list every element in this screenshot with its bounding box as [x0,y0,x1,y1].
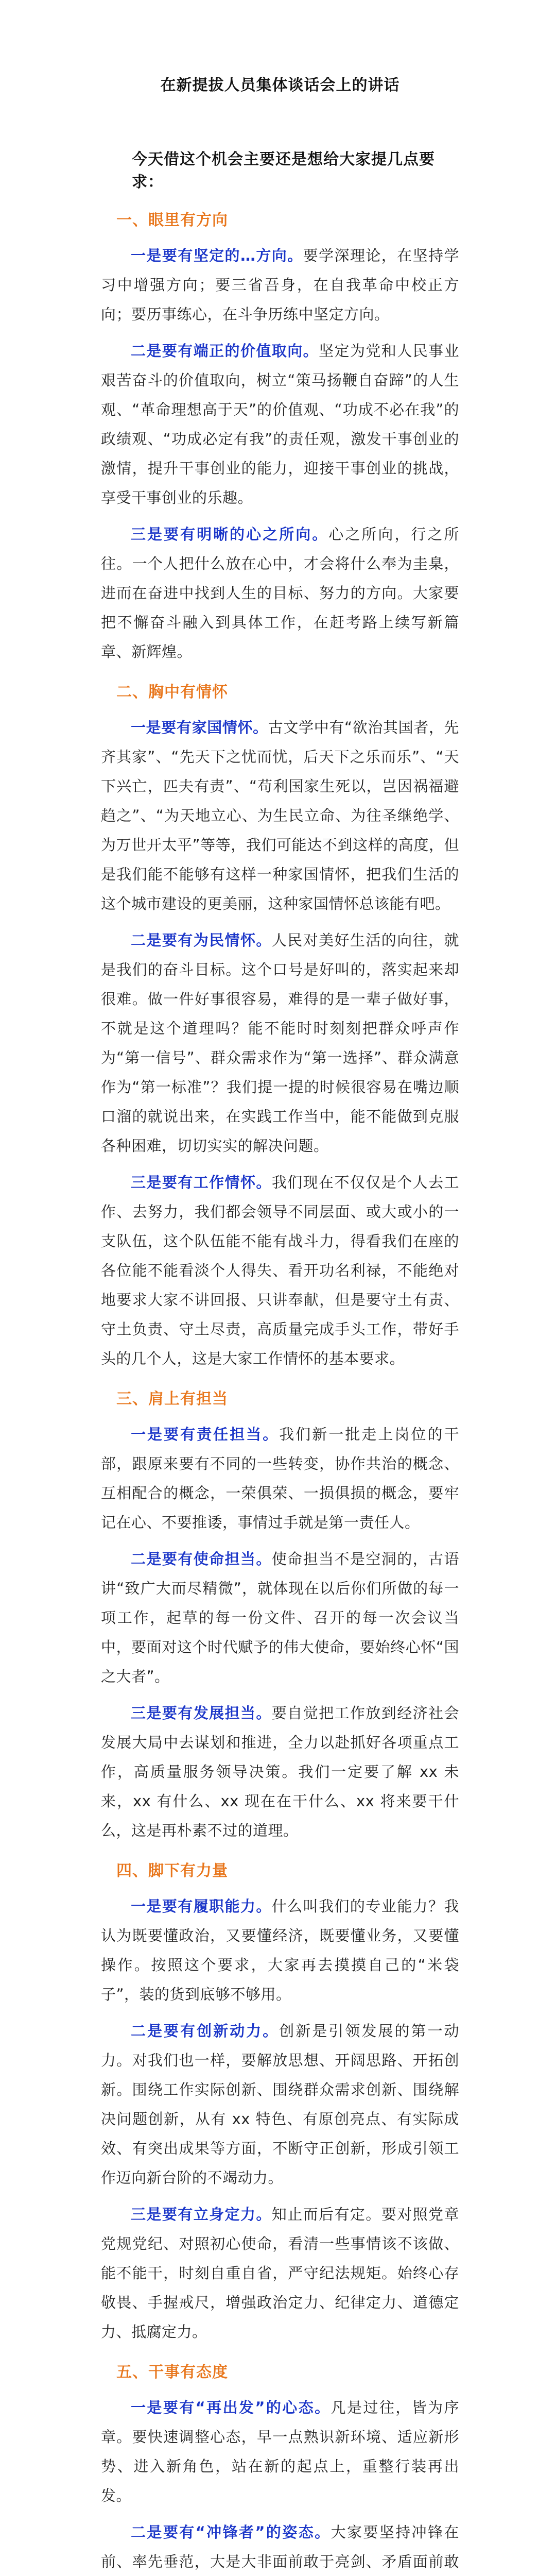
paragraph-lead: 一是要有家国情怀。 [131,719,268,736]
paragraph-lead: 三是要有工作情怀。 [131,1174,272,1191]
paragraph [101,2200,459,2347]
paragraph-text: 人民对美好生活的向往，就是我们的奋斗目标。这个口号是好叫的，落实起来却很难。做一件好事很容易，难得的是一辈子做好事，不就是这个道理吗？能不能时时刻刻把群众呼声作为“第一信号”、群众需求作为“第一选择”、群众满意作为“第一标准”？我们提一提的时候很容易在嘴边顺口溜的就说出来，在实践工作当中，能不能做到克服各种困难，切切实实的解决问题。 [101,931,459,1155]
paragraph-lead: 三是要有明晰的心之所向。 [131,526,329,543]
document-title: 在新提拔人员集体谈话会上的讲话 [160,76,400,94]
paragraph [101,336,459,513]
paragraph-text: 坚定为党和人民事业艰苦奋斗的价值取向，树立“策马扬鞭自奋蹄”的人生观、“革命理想高于天”的价值观、“功成不必在我”的政绩观、“功成必定有我”的责任观，激发干事创业的激情，提升干事创业的能力，迎接干事创业的挑战，享受干事创业的乐趣。 [101,342,459,506]
section-heading: 四、脚下有力量 [116,1862,228,1880]
paragraph [101,713,459,919]
paragraph-lead: 二是要有端正的价值取向。 [131,342,319,360]
paragraph-text: 心之所向，行之所往。一个人把什么放在心中，才会将什么奉为圭臬，进而在奋进中找到人生的目标、努力的方向。大家要把不懈奋斗融入到具体工作，在赶考路上续写新篇章、新辉煌。 [101,526,459,660]
paragraph [101,1892,459,2009]
paragraph [101,241,459,329]
paragraph-text: 要自觉把工作放到经济社会发展大局中去谋划和推进，全力以赴抓好各项重点工作，高质量服务领导决策。我们一定要了解 xx 未来，xx 有什么、xx 现在在干什么、xx 将来要干什么，这是再朴素不过的道理。 [101,1704,459,1839]
paragraph-text: 什么叫我们的专业能力？我认为既要懂政治，又要懂经济，既要懂业务，又要懂操作。按照这个要求，大家再去摸摸自己的“米袋子”，装的货到底够不够用。 [101,1897,459,2003]
paragraph-lead: 二是要有为民情怀。 [131,931,272,949]
document-body [101,207,459,2576]
paragraph-lead: 二是要有“冲锋者”的姿态。 [131,2523,331,2541]
section-heading: 三、肩上有担当 [116,1390,228,1408]
paragraph-lead: 二是要有使命担当。 [131,1550,272,1568]
paragraph [101,1699,459,1845]
paragraph [101,2393,459,2511]
paragraph-lead: 一是要有履职能力。 [131,1897,272,1915]
section-heading: 二、胸中有情怀 [116,683,228,701]
intro-text: 今天借这个机会主要还是想给大家提几点要求： [132,150,435,191]
section-heading: 一、眼里有方向 [116,211,228,229]
paragraph-text: 大家要坚持冲锋在前、率先垂范，大是大非面前敢于亮剑、矛盾面前敢 [101,2523,459,2570]
paragraph-lead: 二是要有创新动力。 [131,2022,280,2040]
paragraph [101,1420,459,1537]
paragraph-lead: 一是要有坚定的…方向。 [131,247,303,264]
section-heading: 五、干事有态度 [116,2363,228,2381]
paragraph [101,2016,459,2193]
paragraph-lead: 三是要有发展担当。 [131,1704,272,1722]
paragraph [101,926,459,1161]
paragraph-text: 创新是引领发展的第一动力。对我们也一样，要解放思想、开阔思路、开拓创新。围绕工作实际创新、围绕群众需求创新、围绕解决问题创新，从有 xx 特色、有原创亮点、有实际成效、有突出成果等方面，不断守正创新，形成引领工作迈向新台阶的不竭动力。 [101,2022,459,2187]
paragraph-text: 凡是过往，皆为序章。要快速调整心态，早一点熟识新环境、适应新形势、进入新角色，站在新的起点上，重整行装再出发。 [101,2399,459,2504]
paragraph-lead: 三是要有立身定力。 [131,2206,272,2223]
paragraph-text: 我们新一批走上岗位的干部，跟原来要有不同的一些转变，协作共治的概念、互相配合的概念，一荣俱荣、一损俱损的概念，要牢记在心、不要推诿，事情过手就是第一责任人。 [101,1426,459,1531]
paragraph-text: 要学深理论，在坚持学习中增强方向；要三省吾身，在自我革命中校正方向；要历事练心，在斗争历练中坚定方向。 [101,247,459,323]
paragraph-lead: 一是要有“再出发”的心态。 [131,2399,331,2416]
paragraph-text: 使命担当不是空洞的，古语讲“致广大而尽精微”，就体现在以后你们所做的每一项工作，起草的每一份文件、召开的每一次会议当中，要面对这个时代赋予的伟大使命，要始终心怀“国之大者”。 [101,1550,459,1685]
paragraph [101,1545,459,1691]
paragraph-text: 古文学中有“欲治其国者，先齐其家”、“先天下之忧而忧，后天下之乐而乐”、“天下兴亡，匹夫有责”、“苟利国家生死以，岂因祸福避趋之”、“为天地立心、为生民立命、为往圣继绝学、为万世开太平”等等，我们可能达不到这样的高度，但是我们能不能够有这样一种家国情怀，把我们生活的这个城市建设的更美丽，这种家国情怀总该能有吧。 [101,719,459,912]
paragraph [101,2518,459,2576]
paragraph [101,520,459,667]
paragraph-text: 知止而后有定。要对照党章党规党纪、对照初心使命，看清一些事情该不该做、能不能干，时刻自重自省，严守纪法规矩。始终心存敬畏、手握戒尺，增强政治定力、纪律定力、道德定力、抵腐定力。 [101,2206,459,2341]
paragraph [101,1168,459,1374]
paragraph-text: 我们现在不仅仅是个人去工作、去努力，我们都会领导不同层面、或大或小的一支队伍，这个队伍能不能有战斗力，得看我们在座的各位能不能看淡个人得失、看开功名利禄，不能绝对地要求大家不讲回报、只讲奉献，但是要守土有责、守土负责、守土尽责，高质量完成手头工作，带好手头的几个人，这是大家工作情怀的基本要求。 [101,1174,459,1367]
paragraph-lead: 一是要有责任担当。 [131,1426,280,1443]
